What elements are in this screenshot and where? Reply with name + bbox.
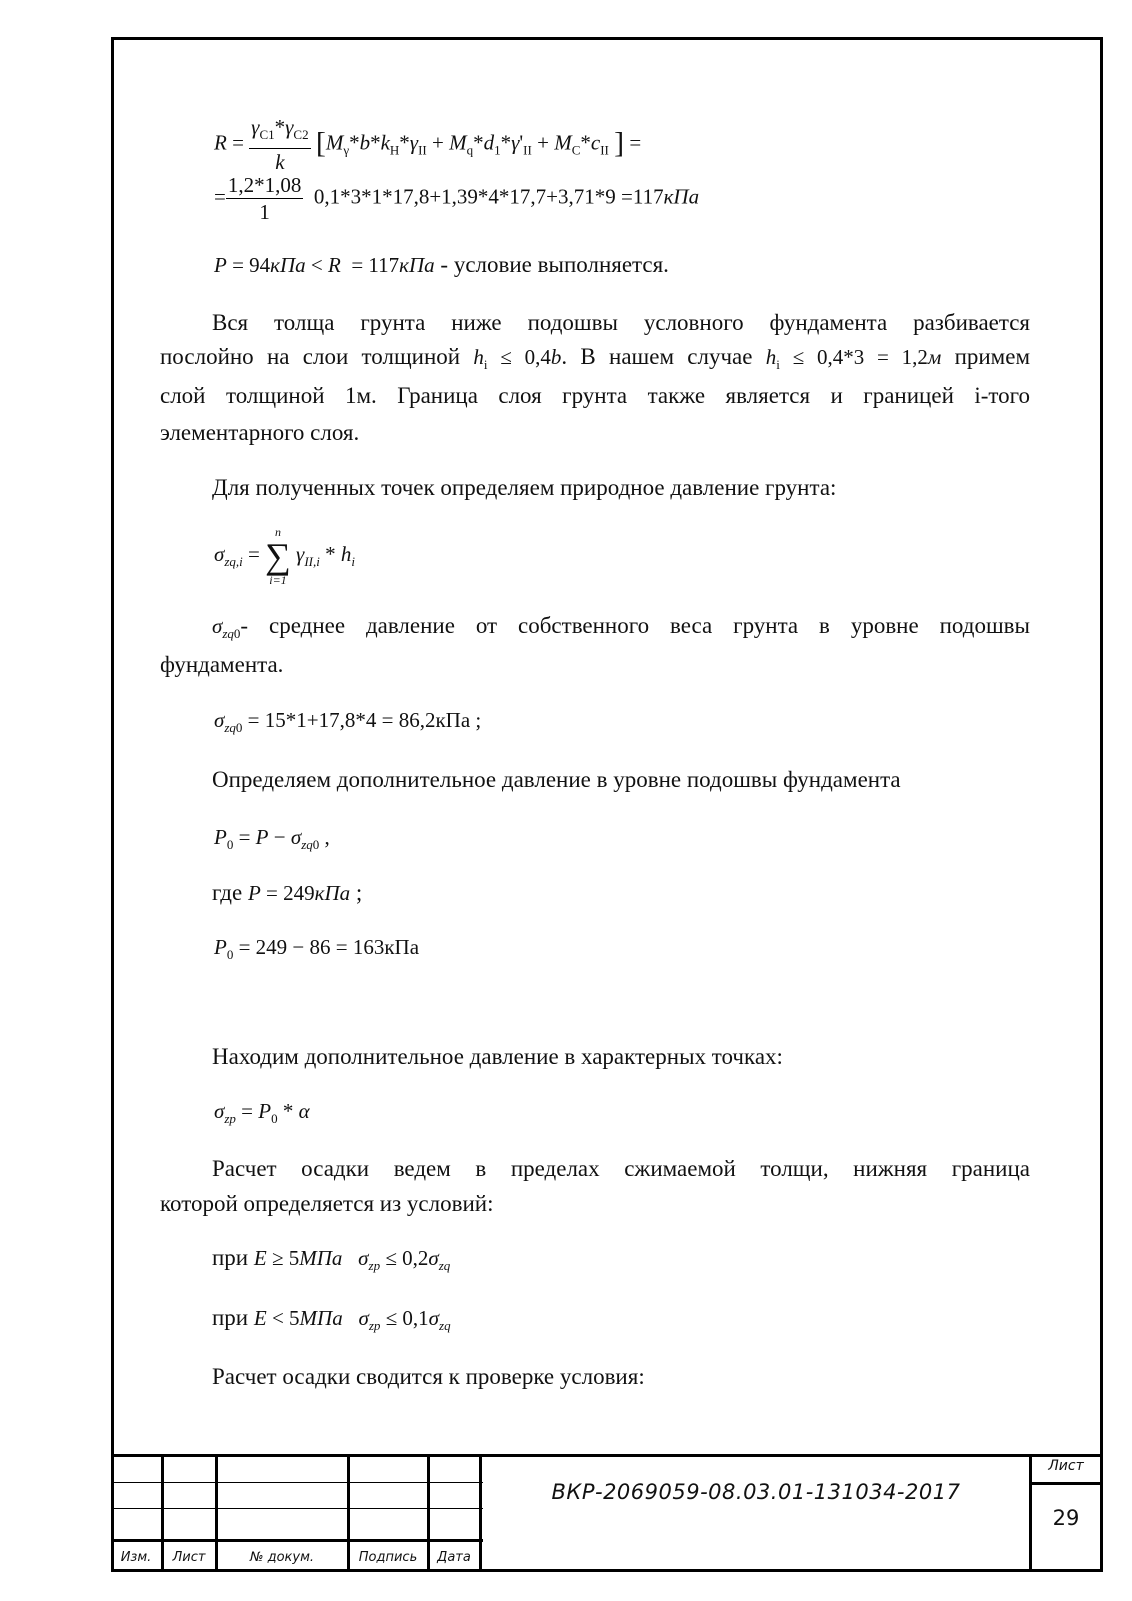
formula-p0-calc: $P_0 = 249 - 86 = 163кПа$ <box>214 935 420 962</box>
title-col-sheet: Лист <box>172 1550 206 1565</box>
paragraph-characteristic-points: Находим дополнительное давление в характерных точках: <box>212 1044 783 1069</box>
document-code: ВКР-2069059-08.03.01-131034-2017 <box>551 1480 961 1504</box>
paragraph-layer-split-line4: элементарного слоя. <box>160 420 360 445</box>
sheet-label: Лист <box>1048 1458 1084 1474</box>
paragraph-layer-split-line3: слой толщиной 1м. Граница слоя грунта также является и границей i-того <box>160 383 1030 408</box>
title-col-doc: № докум. <box>249 1550 315 1565</box>
paragraph-settlement-line1: Расчет осадки ведем в пределах сжимаемой толщи, нижняя граница <box>212 1156 1030 1181</box>
paragraph-settlement-line2: которой определяется из условий: <box>160 1191 494 1216</box>
paragraph-sigma-zq0-line1: $\sigma_{zq0}-$ среднее давление от собственного веса грунта в уровне подошвы <box>212 613 1030 641</box>
formula-r-general: R = $\frac{\gamma_{C1}*\gamma_{C2}}{k}$ [$M_\gamma*b*k_H*\gamma_{II} + M_q*d_1*\gamma'_{II} + M_C*c_{II}$ ] = <box>214 115 642 174</box>
title-col-date: Дата <box>437 1550 471 1565</box>
formula-r-numeric: = $\frac{1,2*1,08}{1}$ 0,1*3*1*17,8+1,39*4*17,7+3,71*9 =117кПа <box>214 173 700 224</box>
title-col-change: Изм. <box>120 1550 152 1565</box>
paragraph-layer-split-line2: послойно на слои толщиной $h_i \le 0,4b$. В нашем случае $h_i \le 0,4*3 = 1,2м$ примем <box>160 344 1030 372</box>
sheet-number: 29 <box>1052 1506 1080 1530</box>
formula-p-check: P = 94кПа < R = 117кПа - условие выполняется. <box>214 252 669 277</box>
condition-e-ge-5: при E ≥ 5МПа $\sigma_{zp} \le 0,2\sigma_{zq}$ <box>212 1245 451 1273</box>
formula-sigma-zq-sum: $\sigma_{zq,i}$ = n ∑ i=1 $\gamma_{II,i} * h_i$ <box>214 525 355 588</box>
paragraph-layer-split-line1: Вся толща грунта ниже подошвы условного фундамента разбивается <box>212 310 1030 335</box>
formula-sigma-zp: $\sigma_{zp} = P_0 * \alpha$ <box>214 1099 310 1126</box>
title-col-sign: Подпись <box>358 1550 418 1565</box>
paragraph-settlement-check: Расчет осадки сводится к проверке условия: <box>212 1364 645 1389</box>
formula-sigma-zq0: $\sigma_{zq0} = 15*1+17,8*4 = 86,2кПа$ ; <box>214 708 482 735</box>
paragraph-natural-pressure: Для полученных точек определяем природное давление грунта: <box>212 475 837 500</box>
paragraph-additional-pressure: Определяем дополнительное давление в уровне подошвы фундамента <box>212 767 901 792</box>
formula-p0-def: $P_0 = P - \sigma_{zq0}$ , <box>214 825 330 852</box>
formula-p-value: где P = 249кПа ; <box>212 880 363 905</box>
title-block <box>111 1454 1103 1572</box>
paragraph-sigma-zq0-line2: фундамента. <box>160 652 284 677</box>
condition-e-lt-5: при E < 5МПа $\sigma_{zp} \le 0,1\sigma_{zq}$ <box>212 1305 451 1333</box>
